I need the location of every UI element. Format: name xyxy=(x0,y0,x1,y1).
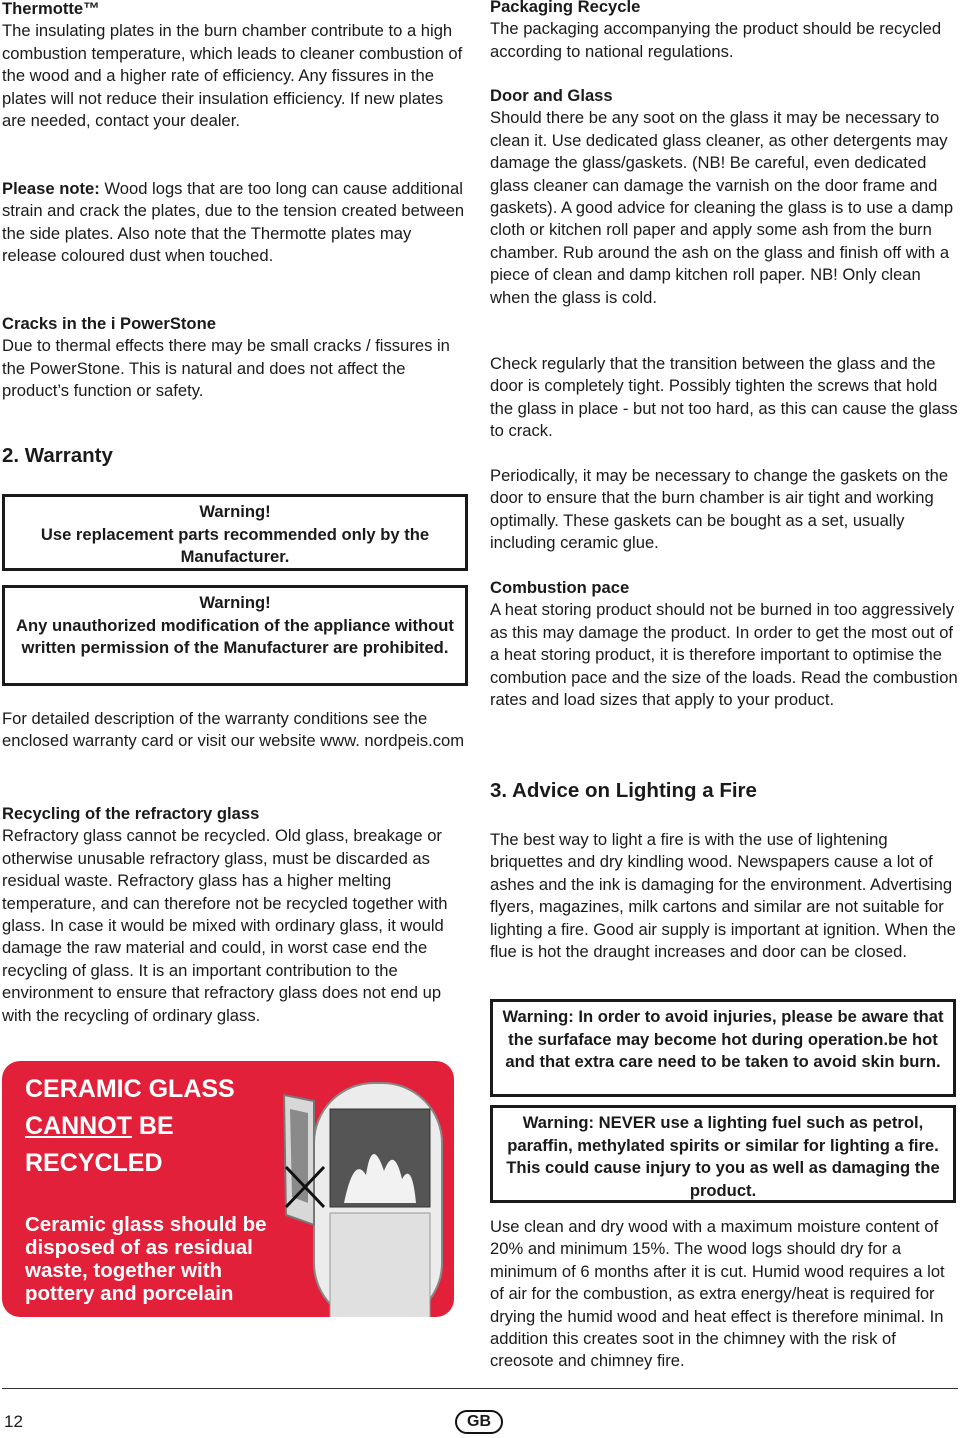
warning-text: Any unauthorized modification of the appliance without written permission of the Manufacturer are prohibited. xyxy=(16,615,454,658)
cracks-heading: Cracks in the i PowerStone xyxy=(2,314,216,333)
banner-line-3: RECYCLED xyxy=(25,1149,163,1177)
thermotte-heading: Thermotte™ xyxy=(2,0,100,18)
warning-title: Warning! xyxy=(199,502,271,521)
warning-box-hot-surface xyxy=(490,999,956,1097)
page-number: 12 xyxy=(4,1412,23,1431)
door-heading: Door and Glass xyxy=(490,86,613,105)
footer-rule xyxy=(2,1388,958,1389)
wood-body: Use clean and dry wood with a maximum moisture content of 20% and minimum 15%. The wood logs should dry for a minimum of 6 months after it is cut. Humid wood requires a lot of air for the combustion, as extra energy/heat is required for drying the humid wood and heat effect is therefore minimal. In addition this creates soot in the chimney with the risk of creosote and chimney fire. xyxy=(490,1217,945,1371)
banner-cannot: CANNOT xyxy=(25,1112,132,1140)
cracks-body: Due to thermal effects there may be small cracks / fissures in the PowerStone. This is natural and does not affect the product’s function or safety. xyxy=(2,336,450,401)
advice-heading: 3. Advice on Lighting a Fire xyxy=(490,779,757,802)
warning-title: Warning! xyxy=(199,593,271,612)
note-label: Please note: xyxy=(2,179,100,198)
stove-illustration-icon xyxy=(274,1075,446,1317)
banner-be: BE xyxy=(131,1112,174,1140)
recycling-heading: Recycling of the refractory glass xyxy=(2,804,260,823)
packaging-heading: Packaging Recycle xyxy=(490,0,641,16)
combustion-heading: Combustion pace xyxy=(490,578,630,597)
warranty-heading: 2. Warranty xyxy=(2,444,113,467)
combustion-body: A heat storing product should not be burned in too aggressively as this may damage the product. In order to get the most out of a heat storing product, it is therefore important to optimise the combution pace and the size of the loads. Read the combustion rates and load sizes that apply to your product. xyxy=(490,600,958,710)
advice-body: The best way to light a fire is with the use of lightening briquettes and dry kindling wood. Newspapers cause a lot of ashes and the ink is damaging for the environment. Advertising flyers, magazines, milk cartons and similar are not suitable for lighting a fire. Good air supply is important at ignition. When the flue is hot the draught increases and door can be closed. xyxy=(490,830,956,962)
warning-box-lighting-fuel xyxy=(490,1105,956,1203)
warning-box-parts xyxy=(2,494,468,571)
warning-text: Warning: NEVER use a lighting fuel such as petrol, paraffin, methylated spirits or similar for lighting a fire. This could cause injury to you as well as damaging the product. xyxy=(506,1113,940,1200)
ceramic-glass-banner xyxy=(2,1061,454,1317)
gasket-body: Periodically, it may be necessary to change the gaskets on the door to ensure that the burn chamber is air tight and working optimally. These gaskets can be bought as a set, usually including ceramic glue. xyxy=(490,466,949,553)
banner-small-text: Ceramic glass should be disposed of as residual waste, together with pottery and porcelain xyxy=(25,1213,267,1305)
banner-line-2 xyxy=(25,1108,174,1145)
warranty-body: For detailed description of the warranty conditions see the enclosed warranty card or visit our website www. nordpeis.com xyxy=(2,709,465,751)
warning-text: Warning: In order to avoid injuries, please be aware that the surfaface may become hot during operation.be hot and that extra care need to be taken to avoid skin burn. xyxy=(502,1007,944,1072)
check-body: Check regularly that the transition between the glass and the door is completely tight. Possibly tighten the screws that hold the glass in place - but not too hard, as this can cause the glass to crack. xyxy=(490,354,958,441)
door-body: Should there be any soot on the glass it may be necessary to clean it. Use dedicated glass cleaner, as other detergents may damage the glass/gaskets. (NB! Be careful, even dedicated glass cleaner can damage the varnish on the door frame and gaskets). A good advice for cleaning the glass is to use a damp cloth or kitchen roll paper and apply some ash from the burn chamber. Rub around the ash on the glass and finish off with a piece of clean and damp kitchen roll paper. NB! Only clean when the glass is cold. xyxy=(490,108,954,307)
note-body: Wood logs that are too long can cause additional strain and crack the plates, due to the tension created between the side plates. Also note that the Thermotte plates may release coloured dust when touched. xyxy=(2,179,465,266)
warning-box-modification xyxy=(2,585,468,686)
recycling-body: Refractory glass cannot be recycled. Old glass, breakage or otherwise unusable refractory glass, must be discarded as residual waste. Refractory glass has a higher melting temperature, and can therefore not be recycled together with glass. In case it would be mixed with ordinary glass, it would damage the raw material and could, in worst case end the recycling of glass. It is an important contribution to the environment to ensure that refractory glass does not end up with the recycling of ordinary glass. xyxy=(2,826,448,1025)
warning-text: Use replacement parts recommended only by the Manufacturer. xyxy=(40,524,430,567)
language-badge: GB xyxy=(455,1410,503,1434)
packaging-body: The packaging accompanying the product should be recycled according to national regulations. xyxy=(490,19,942,61)
banner-line-1: CERAMIC GLASS xyxy=(25,1075,235,1103)
note-paragraph xyxy=(2,178,468,268)
thermotte-body: The insulating plates in the burn chamber contribute to a high combustion temperature, which leads to cleaner combustion of the wood and a higher rate of efficiency. Any fissures in the plates will not reduce their insulation efficiency. If new plates are needed, contact your dealer. xyxy=(2,21,463,131)
